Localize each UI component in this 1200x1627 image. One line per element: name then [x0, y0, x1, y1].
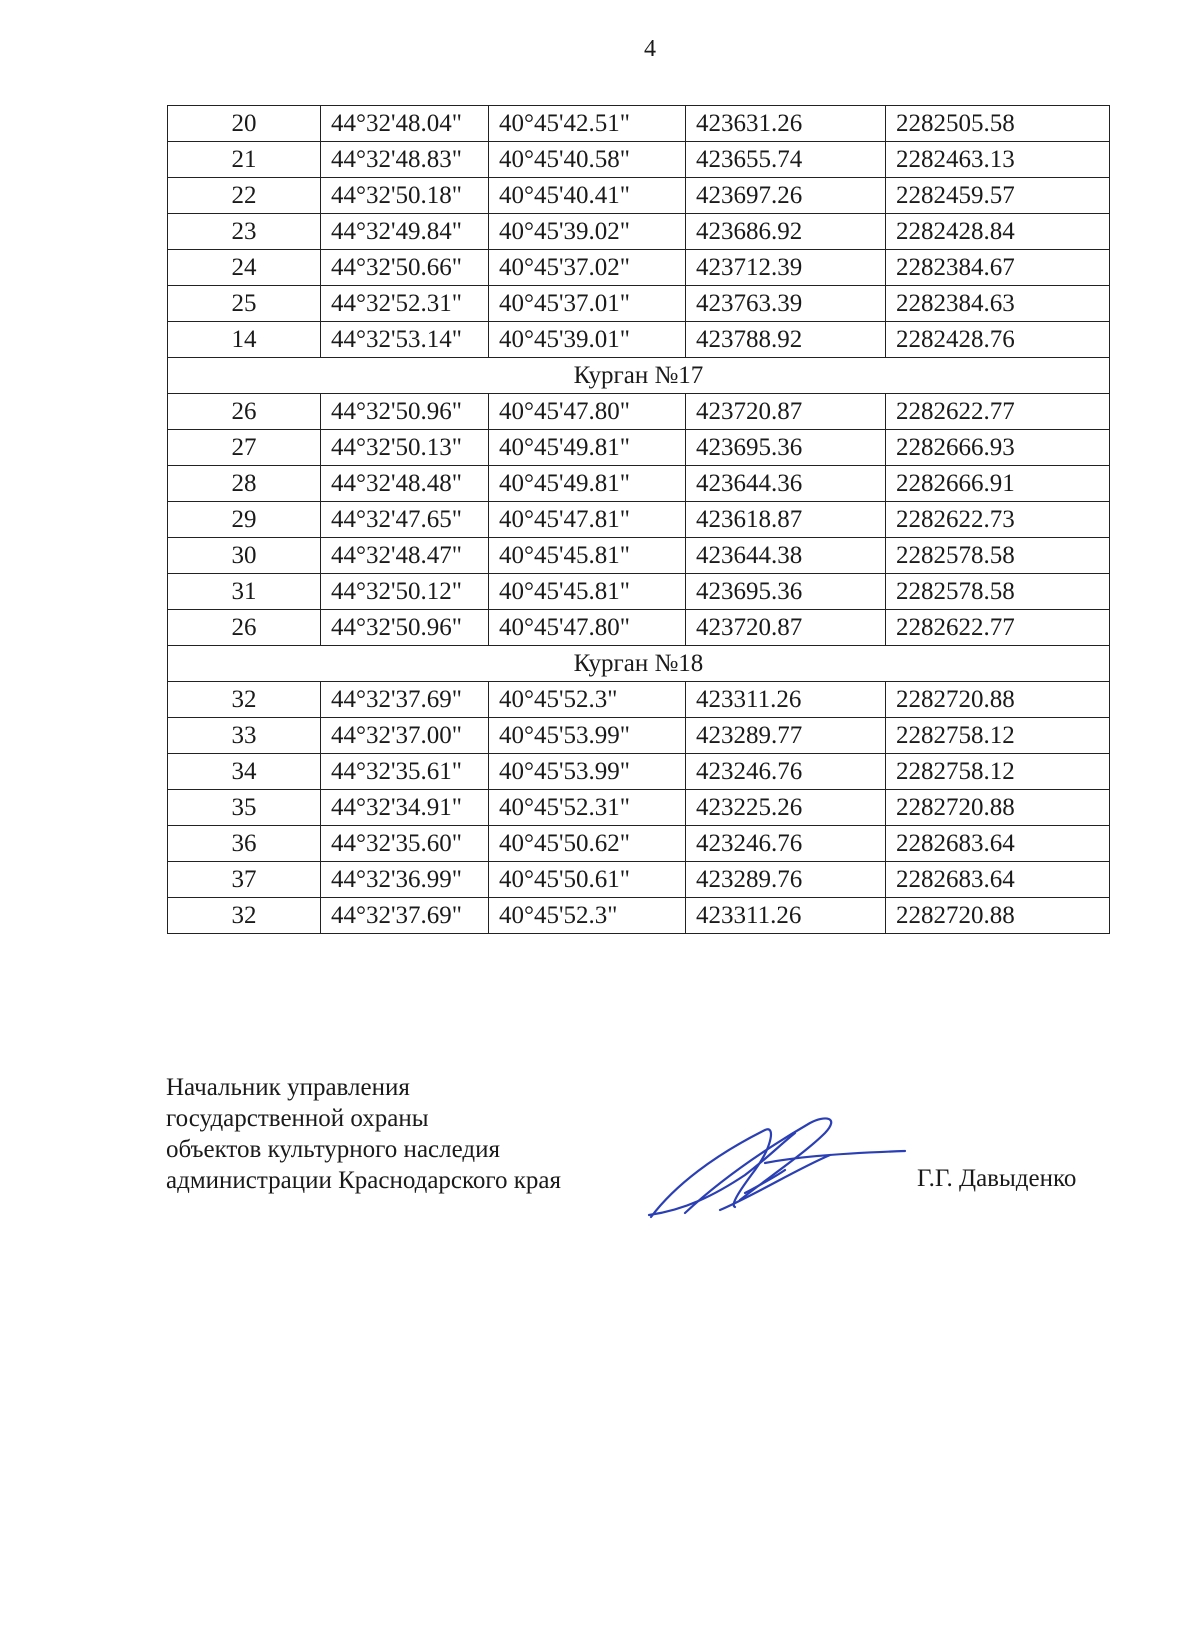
point-number-cell: 20 [168, 106, 321, 142]
latitude-cell: 44°32'35.61" [321, 754, 489, 790]
latitude-cell: 44°32'50.96" [321, 610, 489, 646]
coordinates-table-body [168, 106, 1110, 934]
x-coordinate-cell: 423289.76 [686, 862, 886, 898]
longitude-cell: 40°45'47.80" [489, 610, 686, 646]
x-coordinate-cell: 423712.39 [686, 250, 886, 286]
longitude-cell: 40°45'45.81" [489, 538, 686, 574]
latitude-cell: 44°32'52.31" [321, 286, 489, 322]
x-coordinate-cell: 423695.36 [686, 574, 886, 610]
table-row [168, 862, 1110, 898]
signer-title-line: государственной охраны [166, 1105, 429, 1132]
latitude-cell: 44°32'47.65" [321, 502, 489, 538]
latitude-cell: 44°32'48.47" [321, 538, 489, 574]
y-coordinate-cell: 2282666.93 [886, 430, 1110, 466]
point-number-cell: 22 [168, 178, 321, 214]
y-coordinate-cell: 2282428.84 [886, 214, 1110, 250]
latitude-cell: 44°32'50.13" [321, 430, 489, 466]
longitude-cell: 40°45'50.61" [489, 862, 686, 898]
latitude-cell: 44°32'50.12" [321, 574, 489, 610]
point-number-cell: 26 [168, 394, 321, 430]
point-number-cell: 31 [168, 574, 321, 610]
table-row [168, 322, 1110, 358]
point-number-cell: 28 [168, 466, 321, 502]
x-coordinate-cell: 423631.26 [686, 106, 886, 142]
table-row [168, 214, 1110, 250]
table-row [168, 250, 1110, 286]
latitude-cell: 44°32'53.14" [321, 322, 489, 358]
x-coordinate-cell: 423655.74 [686, 142, 886, 178]
table-row [168, 286, 1110, 322]
table-row [168, 178, 1110, 214]
y-coordinate-cell: 2282463.13 [886, 142, 1110, 178]
point-number-cell: 21 [168, 142, 321, 178]
point-number-cell: 32 [168, 682, 321, 718]
latitude-cell: 44°32'48.48" [321, 466, 489, 502]
signer-title-line: администрации Краснодарского края [166, 1167, 562, 1194]
longitude-cell: 40°45'47.80" [489, 394, 686, 430]
coordinates-table [167, 105, 1110, 934]
longitude-cell: 40°45'53.99" [489, 754, 686, 790]
y-coordinate-cell: 2282578.58 [886, 574, 1110, 610]
latitude-cell: 44°32'35.60" [321, 826, 489, 862]
section-title: Курган №17 [168, 358, 1110, 394]
table-row [168, 826, 1110, 862]
y-coordinate-cell: 2282758.12 [886, 718, 1110, 754]
longitude-cell: 40°45'45.81" [489, 574, 686, 610]
y-coordinate-cell: 2282622.77 [886, 394, 1110, 430]
longitude-cell: 40°45'42.51" [489, 106, 686, 142]
point-number-cell: 29 [168, 502, 321, 538]
point-number-cell: 23 [168, 214, 321, 250]
x-coordinate-cell: 423644.36 [686, 466, 886, 502]
x-coordinate-cell: 423644.38 [686, 538, 886, 574]
longitude-cell: 40°45'37.01" [489, 286, 686, 322]
y-coordinate-cell: 2282683.64 [886, 862, 1110, 898]
point-number-cell: 25 [168, 286, 321, 322]
longitude-cell: 40°45'52.31" [489, 790, 686, 826]
latitude-cell: 44°32'49.84" [321, 214, 489, 250]
x-coordinate-cell: 423720.87 [686, 610, 886, 646]
table-row [168, 106, 1110, 142]
signer-name: Г.Г. Давыденко [917, 1165, 1077, 1192]
table-row [168, 466, 1110, 502]
x-coordinate-cell: 423246.76 [686, 826, 886, 862]
y-coordinate-cell: 2282622.77 [886, 610, 1110, 646]
x-coordinate-cell: 423788.92 [686, 322, 886, 358]
point-number-cell: 32 [168, 898, 321, 934]
y-coordinate-cell: 2282720.88 [886, 790, 1110, 826]
longitude-cell: 40°45'39.02" [489, 214, 686, 250]
table-row [168, 682, 1110, 718]
table-row [168, 790, 1110, 826]
x-coordinate-cell: 423618.87 [686, 502, 886, 538]
table-row [168, 142, 1110, 178]
latitude-cell: 44°32'36.99" [321, 862, 489, 898]
latitude-cell: 44°32'37.69" [321, 898, 489, 934]
y-coordinate-cell: 2282683.64 [886, 826, 1110, 862]
x-coordinate-cell: 423311.26 [686, 682, 886, 718]
point-number-cell: 35 [168, 790, 321, 826]
longitude-cell: 40°45'47.81" [489, 502, 686, 538]
table-row [168, 718, 1110, 754]
point-number-cell: 34 [168, 754, 321, 790]
table-row [168, 430, 1110, 466]
y-coordinate-cell: 2282666.91 [886, 466, 1110, 502]
table-section-row [168, 358, 1110, 394]
latitude-cell: 44°32'48.04" [321, 106, 489, 142]
latitude-cell: 44°32'34.91" [321, 790, 489, 826]
longitude-cell: 40°45'40.41" [489, 178, 686, 214]
point-number-cell: 14 [168, 322, 321, 358]
section-title: Курган №18 [168, 646, 1110, 682]
y-coordinate-cell: 2282758.12 [886, 754, 1110, 790]
y-coordinate-cell: 2282505.58 [886, 106, 1110, 142]
longitude-cell: 40°45'40.58" [489, 142, 686, 178]
signer-title-line: Начальник управления [166, 1074, 410, 1101]
longitude-cell: 40°45'39.01" [489, 322, 686, 358]
x-coordinate-cell: 423311.26 [686, 898, 886, 934]
y-coordinate-cell: 2282428.76 [886, 322, 1110, 358]
point-number-cell: 26 [168, 610, 321, 646]
point-number-cell: 37 [168, 862, 321, 898]
latitude-cell: 44°32'37.69" [321, 682, 489, 718]
y-coordinate-cell: 2282720.88 [886, 682, 1110, 718]
table-row [168, 394, 1110, 430]
table-section-row [168, 646, 1110, 682]
table-row [168, 502, 1110, 538]
x-coordinate-cell: 423697.26 [686, 178, 886, 214]
longitude-cell: 40°45'37.02" [489, 250, 686, 286]
longitude-cell: 40°45'49.81" [489, 466, 686, 502]
table-row [168, 898, 1110, 934]
signer-title-line: объектов культурного наследия [166, 1136, 500, 1163]
latitude-cell: 44°32'48.83" [321, 142, 489, 178]
x-coordinate-cell: 423695.36 [686, 430, 886, 466]
y-coordinate-cell: 2282720.88 [886, 898, 1110, 934]
signer-title [166, 1072, 561, 1196]
longitude-cell: 40°45'52.3" [489, 898, 686, 934]
y-coordinate-cell: 2282384.67 [886, 250, 1110, 286]
latitude-cell: 44°32'37.00" [321, 718, 489, 754]
point-number-cell: 33 [168, 718, 321, 754]
latitude-cell: 44°32'50.66" [321, 250, 489, 286]
point-number-cell: 24 [168, 250, 321, 286]
point-number-cell: 30 [168, 538, 321, 574]
y-coordinate-cell: 2282384.63 [886, 286, 1110, 322]
point-number-cell: 36 [168, 826, 321, 862]
x-coordinate-cell: 423720.87 [686, 394, 886, 430]
table-row [168, 574, 1110, 610]
page-number: 4 [644, 36, 656, 62]
longitude-cell: 40°45'49.81" [489, 430, 686, 466]
y-coordinate-cell: 2282622.73 [886, 502, 1110, 538]
table-row [168, 610, 1110, 646]
table-row [168, 538, 1110, 574]
x-coordinate-cell: 423763.39 [686, 286, 886, 322]
point-number-cell: 27 [168, 430, 321, 466]
y-coordinate-cell: 2282578.58 [886, 538, 1110, 574]
latitude-cell: 44°32'50.18" [321, 178, 489, 214]
y-coordinate-cell: 2282459.57 [886, 178, 1110, 214]
latitude-cell: 44°32'50.96" [321, 394, 489, 430]
longitude-cell: 40°45'50.62" [489, 826, 686, 862]
longitude-cell: 40°45'52.3" [489, 682, 686, 718]
x-coordinate-cell: 423289.77 [686, 718, 886, 754]
x-coordinate-cell: 423246.76 [686, 754, 886, 790]
handwritten-signature [645, 1115, 915, 1225]
table-row [168, 754, 1110, 790]
x-coordinate-cell: 423225.26 [686, 790, 886, 826]
x-coordinate-cell: 423686.92 [686, 214, 886, 250]
longitude-cell: 40°45'53.99" [489, 718, 686, 754]
